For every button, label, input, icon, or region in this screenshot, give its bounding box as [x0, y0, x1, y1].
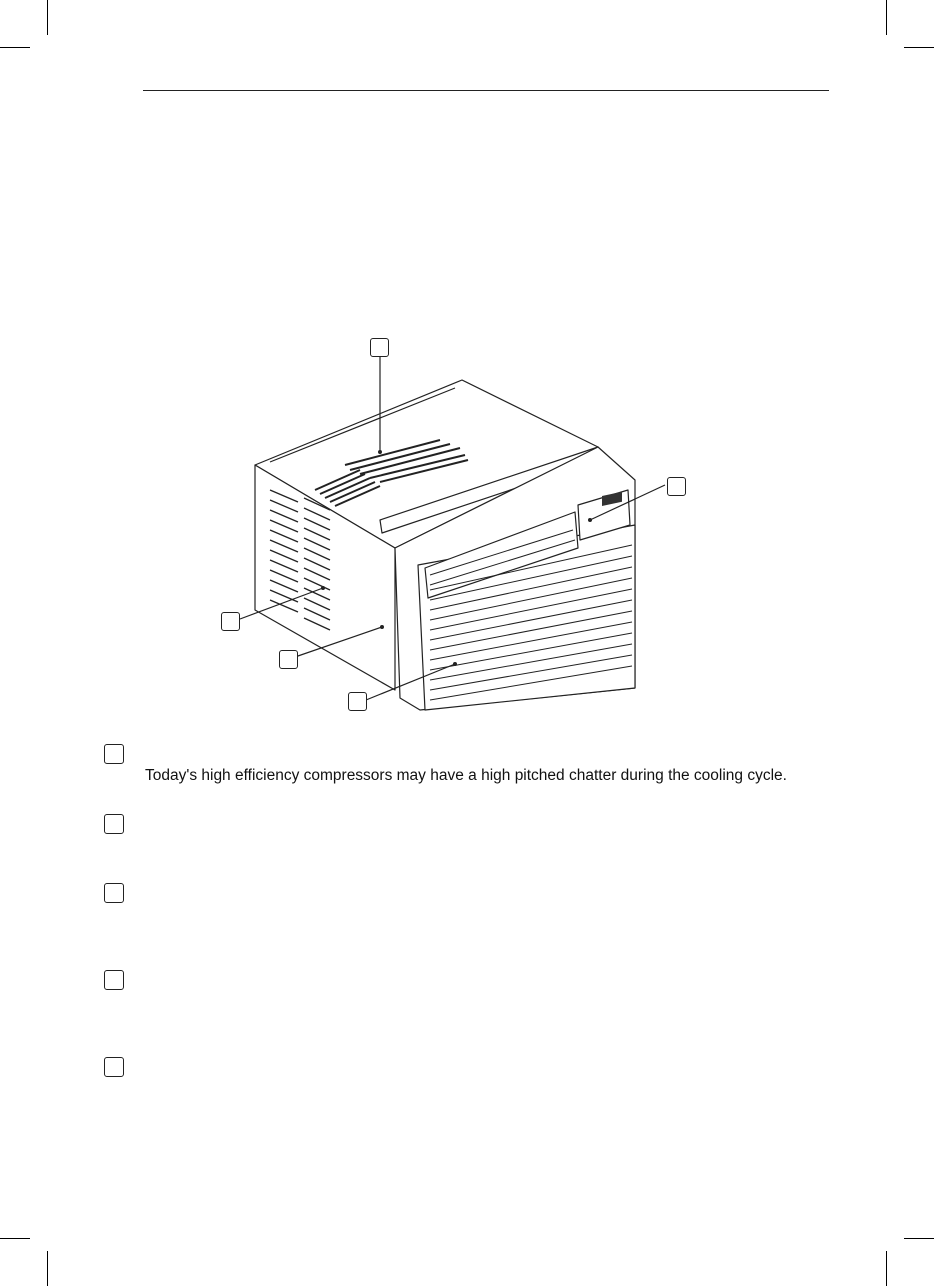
legend-box-1	[104, 744, 124, 764]
legend-box-4	[104, 970, 124, 990]
legend-box-5	[104, 1057, 124, 1077]
crop-mark-bottom-left-v	[47, 1251, 48, 1286]
crop-mark-bottom-right-v	[886, 1251, 887, 1286]
legend-box-3	[104, 883, 124, 903]
callout-box-top	[370, 338, 389, 357]
callout-box-control-panel	[667, 477, 686, 496]
callout-box-side-panel	[279, 650, 298, 669]
legend-text-1: Today's high efficiency compressors may have a high pitched chatter during the cooling cycle.	[145, 767, 787, 784]
callout-box-front-grille	[348, 692, 367, 711]
crop-mark-bottom-right-h	[904, 1238, 934, 1239]
legend-box-2	[104, 814, 124, 834]
crop-mark-bottom-left-h	[0, 1238, 30, 1239]
callout-box-side-grille	[221, 612, 240, 631]
